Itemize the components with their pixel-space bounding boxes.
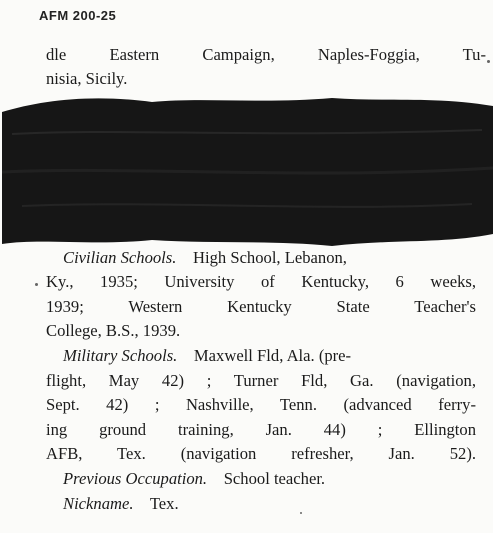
- military-line-2: flight, May 42) ; Turner Fld, Ga. (navigation,: [46, 371, 476, 390]
- intro-line-1: dle Eastern Campaign, Naples-Foggia, Tu-: [46, 45, 486, 64]
- nickname-line: [63, 493, 179, 515]
- military-line-3: Sept. 42) ; Nashville, Tenn. (advanced ferry-: [46, 395, 476, 414]
- occupation-heading: Previous Occupation.: [63, 469, 208, 488]
- nickname-heading: Nickname.: [63, 494, 134, 513]
- military-line-1-text: Maxwell Fld, Ala. (pre-: [193, 346, 352, 365]
- military-line-5: AFB, Tex. (navigation refresher, Jan. 52).: [46, 444, 476, 463]
- civilian-line-1: [63, 247, 347, 269]
- civilian-line-4: College, B.S., 1939.: [46, 321, 181, 340]
- military-line-4: ing ground training, Jan. 44) ; Ellington: [46, 420, 476, 439]
- redaction-block: [2, 94, 493, 246]
- civilian-schools-heading: Civilian Schools.: [63, 248, 177, 267]
- civilian-line-1-text: High School, Lebanon,: [193, 248, 347, 267]
- military-line-1: [63, 345, 351, 367]
- intro-line-2: nisia, Sicily.: [46, 69, 128, 88]
- nickname-value: Tex.: [149, 494, 179, 513]
- civilian-line-2: Ky., 1935; University of Kentucky, 6 weeks,: [46, 272, 476, 291]
- occupation-value: School teacher.: [223, 469, 326, 488]
- civilian-line-3: 1939; Western Kentucky State Teacher's: [46, 297, 476, 316]
- manual-header: AFM 200-25: [39, 8, 117, 23]
- military-schools-heading: Military Schools.: [63, 346, 178, 365]
- occupation-line: [63, 468, 325, 490]
